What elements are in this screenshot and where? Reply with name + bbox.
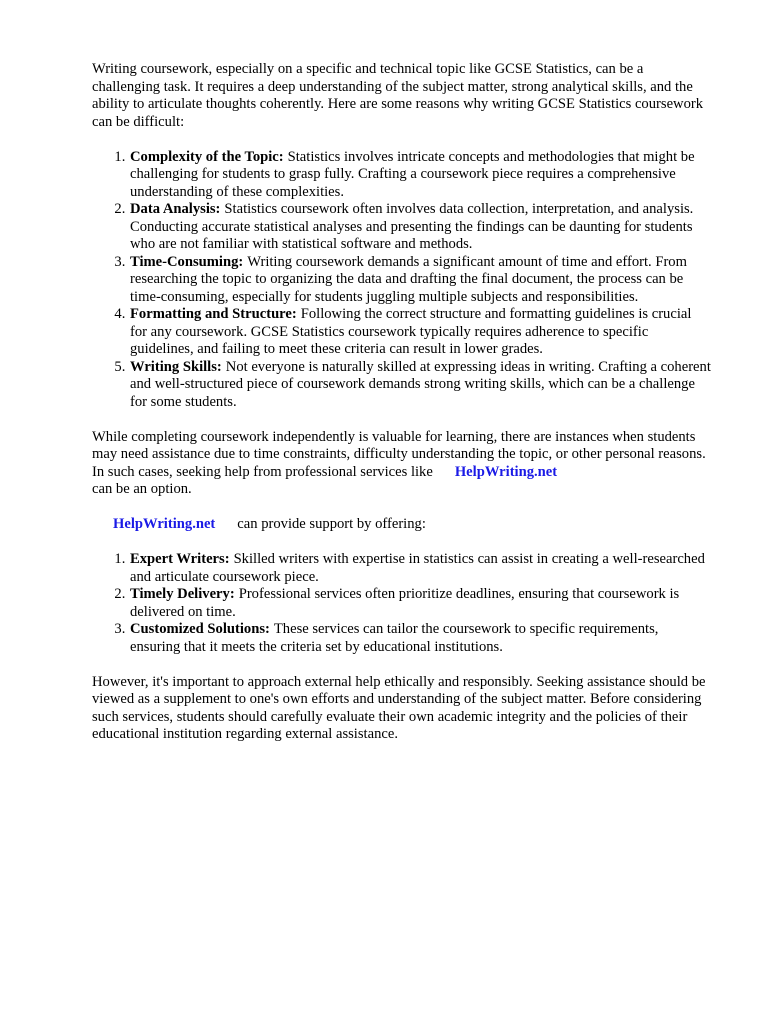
item-text: Statistics coursework often involves data collection, interpretation, and analysis. Conducting accurate statistical analyses and presenting the findings can be daunting for students who are not familiar with statistical software and methods. bbox=[130, 201, 694, 252]
intro-paragraph: Writing coursework, especially on a specific and technical topic like GCSE Statistics, can be a challenging task. It requires a deep understanding of the subject matter, strong analytical skills, and the ability to articulate thoughts coherently. Here are some reasons why writing GCSE Statistics coursework can be difficult: bbox=[92, 61, 704, 130]
item-term: Timely Delivery: bbox=[130, 586, 235, 602]
item-text: Following the correct structure and formatting guidelines is crucial for any coursework. GCSE Statistics coursework typically requires adherence to specific guidelines, and failing to meet these criteria can result in lower grades. bbox=[130, 306, 692, 357]
helpwriting-link[interactable]: HelpWriting.net bbox=[454, 463, 558, 480]
item-term: Data Analysis: bbox=[130, 201, 221, 217]
item-text: These services can tailor the coursework to specific requirements, ensuring that it meets the criteria set by educational institutions. bbox=[130, 621, 659, 655]
helpwriting-link-lead[interactable]: HelpWriting.net bbox=[113, 516, 216, 532]
item-term: Expert Writers: bbox=[130, 551, 230, 567]
list-item bbox=[129, 306, 712, 359]
offers-list bbox=[92, 551, 712, 656]
item-term: Formatting and Structure: bbox=[130, 306, 297, 322]
assistance-tail: can be an option. bbox=[92, 481, 192, 497]
offer-lead-paragraph bbox=[92, 516, 712, 534]
item-term: Customized Solutions: bbox=[130, 621, 270, 637]
assistance-text: While completing coursework independently is valuable for learning, there are instances when students may need assistance due to time constraints, difficulty understanding the topic, or other personal reasons. In such cases, seeking help from professional services like bbox=[92, 428, 706, 480]
item-text: Statistics involves intricate concepts and methodologies that might be challenging for students to grasp fully. Crafting a coursework piece requires a comprehensive understanding of these complexities. bbox=[130, 148, 695, 200]
list-item bbox=[129, 551, 712, 586]
item-term: Complexity of the Topic: bbox=[130, 148, 284, 165]
item-term: Writing Skills: bbox=[130, 358, 222, 375]
item-text: Not everyone is naturally skilled at expressing ideas in writing. Crafting a coherent and well-structured piece of coursework demands strong writing skills, which can be a challenge for some students. bbox=[130, 358, 711, 410]
list-item bbox=[129, 254, 712, 307]
offer-lead-text: can provide support by offering: bbox=[237, 516, 426, 532]
list-item bbox=[129, 201, 712, 254]
difficulties-list bbox=[92, 149, 712, 412]
item-text: Professional services often prioritize deadlines, ensuring that coursework is delivered on time. bbox=[130, 586, 680, 620]
closing-paragraph: However, it's important to approach external help ethically and responsibly. Seeking assistance should be viewed as a supplement to one's own efforts and understanding of the subject matter. Before considering such services, students should carefully evaluate their own academic integrity and the policies of their educational institution regarding external assistance. bbox=[92, 673, 706, 742]
list-item bbox=[129, 586, 712, 621]
list-item bbox=[129, 359, 712, 412]
assistance-paragraph bbox=[92, 429, 712, 499]
item-term: Time-Consuming: bbox=[130, 253, 244, 270]
item-text: Skilled writers with expertise in statistics can assist in creating a well-researched and articulate coursework piece. bbox=[130, 551, 705, 585]
list-item bbox=[129, 149, 712, 202]
list-item bbox=[129, 621, 712, 656]
item-text: Writing coursework demands a significant amount of time and effort. From researching the topic to organizing the data and drafting the final document, the process can be time-consuming, especially for students juggling multiple subjects and responsibilities. bbox=[130, 253, 687, 305]
